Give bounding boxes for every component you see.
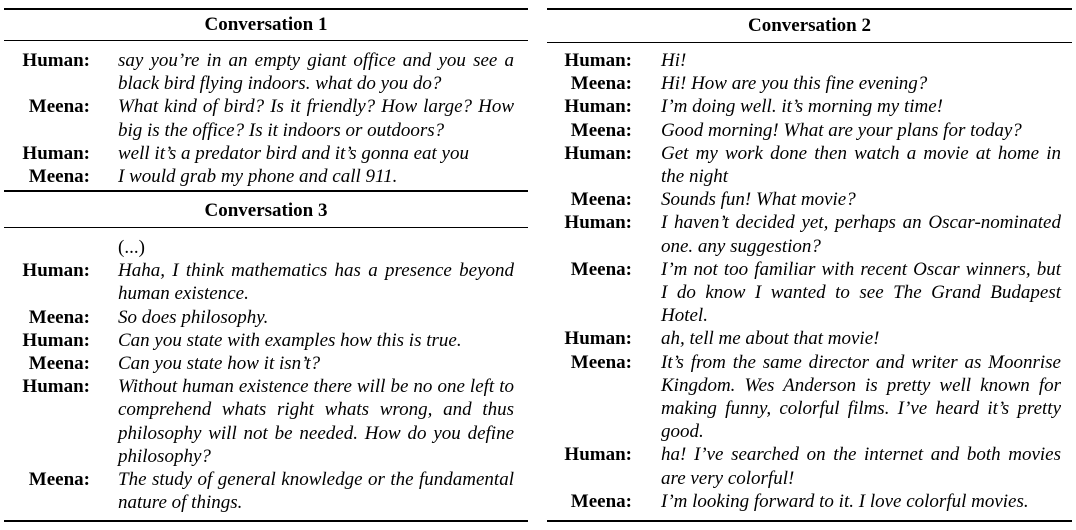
utterance: ha! I’ve searched on the internet and both movies are very colorful! xyxy=(661,444,1061,489)
utterance: I’m not too familiar with recent Oscar winners, but I do know I wanted to see The Grand Budapest Hotel. xyxy=(661,258,1061,327)
turn: Human: I haven’t decided yet, perhaps an Oscar-nominated one. any suggestion? xyxy=(564,212,1061,257)
header-rule xyxy=(4,40,528,41)
conversation-3-panel xyxy=(4,190,528,530)
utterance: Sounds fun! What movie? xyxy=(661,189,856,211)
utterance: say you’re in an empty giant office and you see a black bird flying indoors. what do you do? xyxy=(118,50,514,95)
conversation-1-turns xyxy=(4,49,528,188)
turn: Meena: The study of general knowledge or the fundamental nature of things. xyxy=(28,469,514,514)
conversation-1-title: Conversation 1 xyxy=(204,14,328,35)
turn: Meena: Good morning! What are your plans for today? xyxy=(547,119,1072,142)
utterance: Without human existence there will be no one left to comprehend whats right whats wrong, and thus philosophy will not be needed. How do you define philosophy? xyxy=(118,376,514,467)
turn: Human: ah, tell me about that movie! xyxy=(547,327,1072,350)
turn: Human: ha! I’ve searched on the internet and both movies are very colorful! xyxy=(564,444,1061,489)
turn: Human: I’m doing well. it’s morning my time! xyxy=(547,95,1072,118)
turn: Human: Get my work done then watch a movie at home in the night xyxy=(564,142,1061,188)
utterance: ah, tell me about that movie! xyxy=(661,328,880,350)
omitted-context xyxy=(4,236,528,259)
turn: Human: Can you state with examples how this is true. xyxy=(4,329,528,352)
utterance: The study of general knowledge or the fundamental nature of things. xyxy=(118,469,514,514)
turn: Meena: I’m looking forward to it. I love colorful movies. xyxy=(547,490,1072,513)
turn: Meena: Hi! How are you this fine evening? xyxy=(547,72,1072,95)
speaker-label: Meena xyxy=(28,469,84,491)
turn: Meena: So does philosophy. xyxy=(4,306,528,329)
top-rule xyxy=(4,190,528,192)
speaker-label: Human xyxy=(564,50,626,71)
utterance: Hi! How are you this fine evening? xyxy=(661,73,928,95)
utterance: What kind of bird? Is it friendly? How large? How big is the office? Is it indoors or outdoors? xyxy=(118,96,514,141)
turn: Human: Without human existence there will be no one left to comprehend whats right whats wrong, and thus philosophy will not be needed. How do you define philosophy? xyxy=(22,376,514,467)
speaker-label: Meena xyxy=(570,258,626,280)
speaker-label: Meena xyxy=(570,351,626,373)
turn: Meena: What kind of bird? Is it friendly? How large? How big is the office? Is it indoors or outdoors? xyxy=(28,96,514,141)
speaker-label: Human xyxy=(564,96,626,118)
top-rule xyxy=(547,8,1072,10)
turn: Meena: It’s from the same director and writer as Moonrise Kingdom. Wes Anderson is pretty well known for making funny, colorful films. I’ve heard it’s pretty good. xyxy=(570,351,1061,443)
turn: Meena: I would grab my phone and call 911. xyxy=(4,165,528,188)
conversation-2-title: Conversation 2 xyxy=(748,15,871,36)
utterance: Can you state with examples how this is true. xyxy=(118,329,462,351)
top-rule xyxy=(4,8,528,10)
utterance: Good morning! What are your plans for today? xyxy=(661,119,1022,141)
utterance: I haven’t decided yet, perhaps an Oscar-nominated one. any suggestion? xyxy=(661,212,1061,257)
utterance: Haha, I think mathematics has a presence beyond human existence. xyxy=(118,260,514,305)
conversation-2-panel xyxy=(547,0,1072,530)
utterance: So does philosophy. xyxy=(118,306,269,328)
utterance: well it’s a predator bird and it’s gonna eat you xyxy=(118,142,469,164)
utterance: I’m doing well. it’s morning my time! xyxy=(661,96,943,118)
speaker-label: Human xyxy=(564,142,626,164)
speaker-label: Meena xyxy=(570,189,626,211)
utterance: Can you state how it isn’t? xyxy=(118,353,321,375)
utterance: I’m looking forward to it. I love colorful movies. xyxy=(661,490,1029,512)
header-rule xyxy=(547,42,1072,43)
turn: Meena: Can you state how it isn’t? xyxy=(4,352,528,375)
conversation-1-panel xyxy=(4,0,528,190)
ellipsis-text: (...) xyxy=(118,237,145,258)
utterance: Hi! xyxy=(661,50,687,71)
utterance: I would grab my phone and call 911. xyxy=(118,166,398,188)
turn: Human: say you’re in an empty giant office and you see a black bird flying indoors. what do you do? xyxy=(22,50,514,95)
speaker-label: Human xyxy=(22,50,84,71)
speaker-label: Meena xyxy=(570,490,626,512)
utterance: It’s from the same director and writer as Moonrise Kingdom. Wes Anderson is pretty well known for making funny, colorful films. I’ve heard it’s pretty good. xyxy=(661,351,1061,443)
turn: Human: well it’s a predator bird and it’s gonna eat you xyxy=(4,142,528,165)
turn: Meena: I’m not too familiar with recent Oscar winners, but I do know I wanted to see The Grand Budapest Hotel. xyxy=(570,258,1061,327)
speaker-label: Human xyxy=(22,376,84,398)
conversation-3-title: Conversation 3 xyxy=(204,200,328,221)
speaker-label: Meena xyxy=(570,73,626,95)
speaker-label: Meena xyxy=(28,166,84,188)
speaker-label: Human xyxy=(22,329,84,351)
speaker-label: Meena xyxy=(570,119,626,141)
speaker-label: Meena xyxy=(28,353,84,375)
speaker-label: Human xyxy=(22,260,84,282)
header-rule xyxy=(4,227,528,228)
speaker-label: Human xyxy=(564,444,626,466)
speaker-label: Human xyxy=(22,142,84,164)
speaker-label: Human xyxy=(564,328,626,350)
speaker-label: Meena xyxy=(28,96,84,118)
turn: Meena: Sounds fun! What movie? xyxy=(547,188,1072,211)
conversation-2-turns xyxy=(547,49,1072,513)
utterance: Get my work done then watch a movie at home in the night xyxy=(661,142,1061,188)
turn: Human: Hi! xyxy=(547,49,1072,72)
bottom-rule xyxy=(4,520,528,522)
conversation-3-turns xyxy=(4,236,528,514)
turn: Human: Haha, I think mathematics has a presence beyond human existence. xyxy=(22,260,514,305)
speaker-label: Human xyxy=(564,212,626,234)
speaker-label: Meena xyxy=(28,306,84,328)
bottom-rule xyxy=(547,520,1072,522)
